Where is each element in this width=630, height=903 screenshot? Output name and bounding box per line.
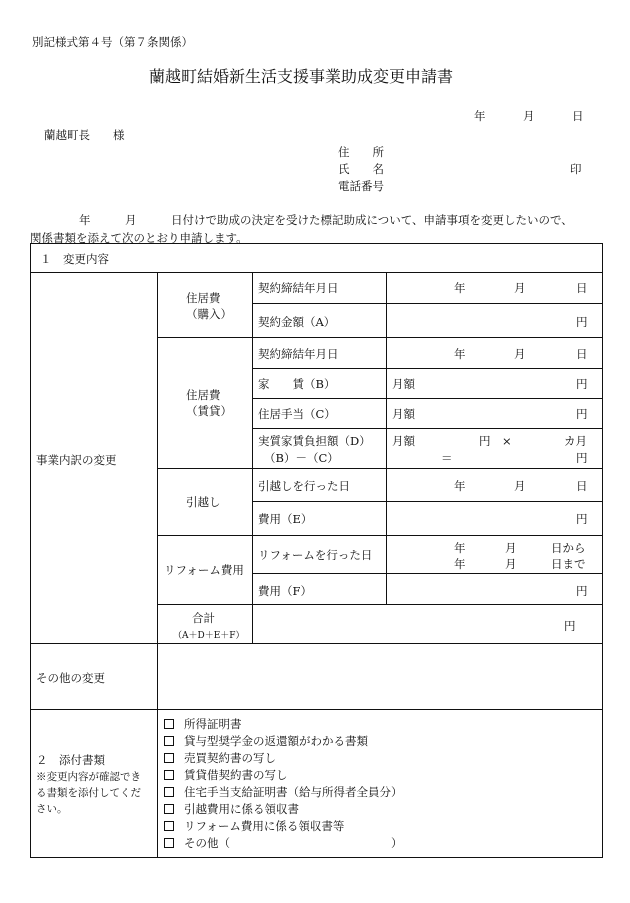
- attachment-item[interactable]: [164, 801, 299, 817]
- business-breakdown-label: 事業内訳の変更: [36, 453, 117, 467]
- rent-yen: 円: [576, 377, 588, 391]
- checkbox-icon[interactable]: [164, 770, 174, 780]
- net-rent-times: 円 ×: [479, 434, 512, 448]
- housing-rent-label: 住居費: [186, 388, 221, 402]
- applicant-phone-label: 電話番号: [338, 179, 384, 193]
- checkbox-icon[interactable]: [164, 804, 174, 814]
- moving-month: 月: [514, 479, 526, 493]
- net-rent-label: 実質家賃負担額（D）: [258, 434, 371, 448]
- moving-day: 日: [576, 479, 588, 493]
- attachment-item[interactable]: [164, 784, 403, 800]
- moving-cost-label: 費用（E）: [258, 512, 313, 526]
- attachments-note-3: さい。: [36, 803, 68, 815]
- attachment-item-other[interactable]: [164, 835, 403, 851]
- attachment-item[interactable]: [164, 733, 368, 749]
- purchase-day: 日: [576, 281, 588, 295]
- attachments-heading: ２ 添付書類: [36, 753, 105, 767]
- moving-year: 年: [454, 479, 466, 493]
- total-formula: （A＋D＋E＋F）: [173, 631, 245, 641]
- housing-purchase-sublabel: （購入）: [186, 307, 232, 321]
- reform-cost-yen: 円: [576, 584, 588, 598]
- other-change-label: その他の変更: [36, 671, 105, 685]
- net-rent-months: カ月: [564, 434, 587, 448]
- attachment-item[interactable]: [164, 750, 276, 766]
- attachment-label: リフォーム費用に係る領収書等: [184, 819, 345, 833]
- purchase-amount-label: 契約金額（A）: [258, 315, 336, 329]
- attachment-other-label: その他（ ）: [184, 836, 403, 850]
- total-label: 合計: [192, 611, 215, 625]
- date-day: 日: [572, 109, 584, 123]
- reform-date-label: リフォームを行った日: [258, 548, 373, 562]
- attachment-item[interactable]: [164, 716, 242, 732]
- checkbox-icon[interactable]: [164, 736, 174, 746]
- checkbox-icon[interactable]: [164, 753, 174, 763]
- allowance-yen: 円: [576, 407, 588, 421]
- applicant-name-label: 氏 名: [338, 162, 384, 176]
- checkbox-icon[interactable]: [164, 719, 174, 729]
- attachments-note-2: る書類を添付してくだ: [36, 787, 141, 799]
- moving-cost-yen: 円: [576, 512, 588, 526]
- total-yen: 円: [564, 619, 576, 633]
- net-rent-monthly-label: 月額: [392, 434, 415, 448]
- housing-rent-sublabel: （賃貸）: [186, 404, 232, 418]
- attachment-item[interactable]: [164, 767, 288, 783]
- attachments-note-1: ※変更内容が確認でき: [36, 771, 141, 783]
- section-1-heading: １ 変更内容: [40, 252, 109, 266]
- attachment-label: 貸与型奨学金の返還額がわかる書類: [184, 734, 368, 748]
- purchase-amount-yen: 円: [576, 315, 588, 329]
- net-rent-formula: （B）－（C）: [264, 451, 339, 465]
- intro-line-2: 関係書類を添えて次のとおり申請します。: [30, 231, 248, 245]
- rent-label: 家 賃（B）: [258, 377, 336, 391]
- net-rent-equals: ＝: [441, 451, 453, 465]
- date-month: 月: [523, 109, 535, 123]
- rent-contract-day: 日: [576, 347, 588, 361]
- attachment-label: 所得証明書: [184, 717, 242, 731]
- reform-from-year: 年: [454, 541, 466, 555]
- rent-contract-year: 年: [454, 347, 466, 361]
- reform-label: リフォーム費用: [164, 563, 244, 577]
- rent-contract-date-label: 契約締結年月日: [258, 347, 339, 361]
- attachment-label: 売買契約書の写し: [184, 751, 276, 765]
- attachment-label: 賃貸借契約書の写し: [184, 768, 288, 782]
- seal-mark: 印: [570, 162, 582, 176]
- purchase-year: 年: [454, 281, 466, 295]
- form-number: 別記様式第４号（第７条関係）: [32, 35, 193, 49]
- allowance-label: 住居手当（C）: [258, 407, 336, 421]
- reform-from-day: 日から: [551, 541, 586, 555]
- housing-purchase-label: 住居費: [186, 291, 221, 305]
- reform-to-year: 年: [454, 557, 466, 571]
- form-title: 蘭越町結婚新生活支援事業助成変更申請書: [149, 67, 454, 86]
- date-year: 年: [474, 109, 486, 123]
- checkbox-icon[interactable]: [164, 821, 174, 831]
- attachment-label: 住宅手当支給証明書（給与所得者全員分）: [184, 785, 403, 799]
- rent-contract-month: 月: [514, 347, 526, 361]
- rent-monthly-label: 月額: [392, 377, 415, 391]
- applicant-address-label: 住 所: [338, 145, 384, 159]
- moving-date-label: 引越しを行った日: [258, 479, 350, 493]
- checkbox-icon[interactable]: [164, 838, 174, 848]
- reform-from-month: 月: [505, 541, 517, 555]
- purchase-contract-date-label: 契約締結年月日: [258, 281, 339, 295]
- net-rent-yen: 円: [576, 451, 588, 465]
- reform-to-day: 日まで: [551, 557, 586, 571]
- reform-to-month: 月: [505, 557, 517, 571]
- reform-cost-label: 費用（F）: [258, 584, 312, 598]
- attachment-label: 引越費用に係る領収書: [184, 802, 299, 816]
- purchase-month: 月: [514, 281, 526, 295]
- moving-label: 引越し: [186, 495, 221, 509]
- intro-line-1: 年 月 日付けで助成の決定を受けた標記助成について、申請事項を変更したいので、: [79, 213, 573, 227]
- allowance-monthly-label: 月額: [392, 407, 415, 421]
- addressee: 蘭越町長 様: [44, 128, 125, 142]
- attachment-item[interactable]: [164, 818, 344, 834]
- checkbox-icon[interactable]: [164, 787, 174, 797]
